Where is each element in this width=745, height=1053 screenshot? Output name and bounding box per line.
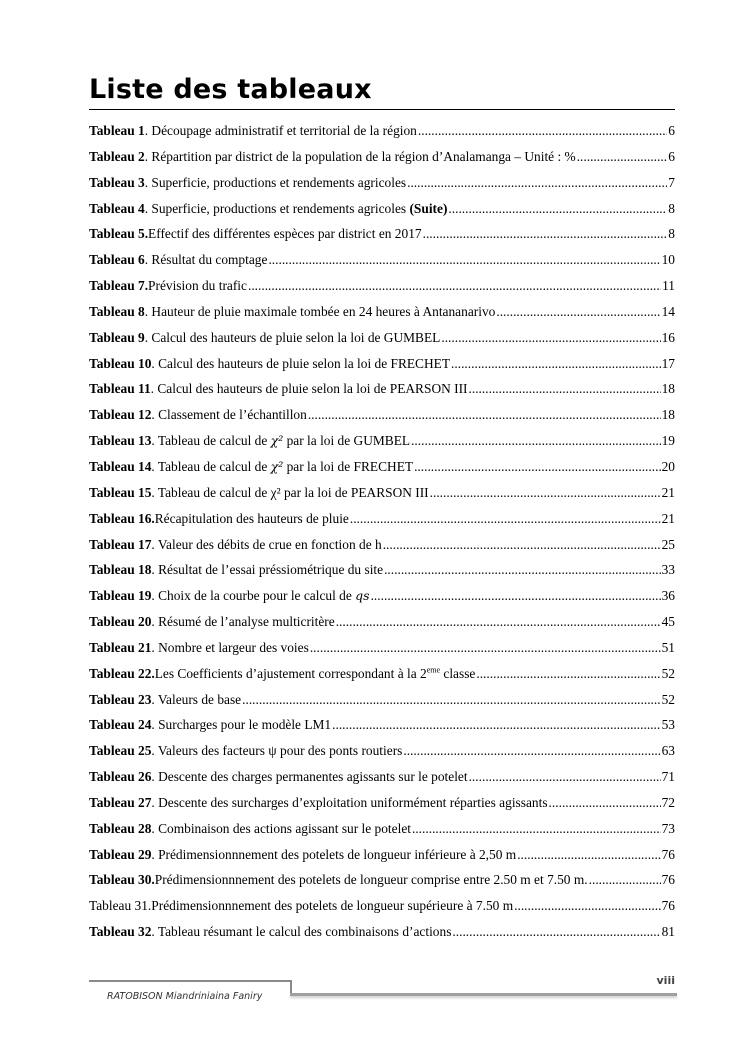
toc-entry-label: Tableau 2: [89, 148, 145, 164]
toc-entry-page: 52: [661, 665, 675, 681]
dot-leader: [268, 252, 660, 268]
toc-entry-label: Tableau 32: [89, 924, 152, 940]
dot-leader: [517, 847, 660, 863]
math-symbol: χ²: [270, 458, 284, 474]
toc-entry-text: . Résultat du comptage: [144, 252, 268, 268]
toc-entry-page: 21: [661, 484, 675, 500]
footer-author: RATOBISON Miandriniaina Faniry: [107, 991, 263, 1002]
toc-entry-text: . Tableau résumant le calcul des combinaisons d’actions: [151, 924, 452, 940]
toc-entry-label: Tableau 20: [89, 614, 152, 630]
toc-entry-text: . Tableau de calcul de χ² par la loi de GUMBEL: [151, 433, 411, 449]
toc-entry-text: Prédimensionnnement des potelets de longueur supérieure à 7.50 m: [151, 898, 514, 914]
toc-entry-page: 17: [661, 355, 675, 371]
toc-entry-page: 33: [661, 562, 675, 578]
toc-entry-text: . Répartition par district de la population de la région d’Analamanga – Unité : %: [144, 148, 576, 164]
toc-entry-page: 6: [668, 123, 675, 138]
toc-entry-text: . Calcul des hauteurs de pluie selon la loi de GUMBEL: [144, 329, 441, 345]
dot-leader: [248, 278, 661, 294]
toc-entry-text: . Combinaison des actions agissant sur le potelet: [151, 820, 411, 836]
toc-entry-label: Tableau 21: [89, 639, 152, 655]
toc-entry-text: . Calcul des hauteurs de pluie selon la loi de FRECHET: [151, 355, 451, 371]
toc-entry-label: Tableau 27: [89, 794, 152, 810]
toc-entry-text: . Tableau de calcul de χ² par la loi de FRECHET: [151, 458, 414, 474]
dot-leader: [384, 562, 661, 578]
dot-leader: [589, 872, 661, 888]
toc-entry[interactable]: [89, 640, 675, 666]
title-underline: [89, 109, 675, 110]
toc-entry-page: 76: [661, 872, 675, 888]
toc-entry-text: . Découpage administratif et territorial de la région: [144, 123, 417, 138]
dot-leader: [514, 898, 660, 914]
toc-entry[interactable]: [89, 769, 675, 795]
toc-entry-text: . Superficie, productions et rendements agricoles (Suite): [144, 200, 448, 216]
toc-entry-label: Tableau 17: [89, 536, 152, 552]
toc-entry-page: 6: [668, 148, 675, 164]
toc-entry[interactable]: [89, 485, 675, 511]
toc-entry[interactable]: [89, 226, 675, 252]
footer-rule-right: [290, 993, 677, 996]
dot-leader: [549, 795, 661, 811]
page-title: Liste des tableaux: [89, 74, 372, 105]
toc-entry[interactable]: [89, 614, 675, 640]
toc-entry-page: 18: [661, 407, 675, 423]
dot-leader: [371, 588, 661, 604]
toc-entry-label: Tableau 24: [89, 717, 152, 733]
toc-entry-text: Les Coefficients d’ajustement correspondant à la 2eme classe: [154, 665, 476, 681]
dot-leader: [448, 201, 667, 217]
toc-entry-label: Tableau 13: [89, 433, 152, 449]
dot-leader: [411, 433, 661, 449]
toc-entry[interactable]: [89, 743, 675, 769]
toc-entry[interactable]: [89, 821, 675, 847]
toc-entry[interactable]: [89, 537, 675, 563]
toc-entry-label: Tableau 23: [89, 691, 152, 707]
dot-leader: [383, 537, 661, 553]
dot-leader: [423, 226, 668, 242]
toc-entry[interactable]: [89, 407, 675, 433]
toc-entry[interactable]: [89, 692, 675, 718]
toc-entry-label: Tableau 29: [89, 846, 152, 862]
dot-leader: [412, 821, 661, 837]
toc-entry-page: 16: [661, 329, 675, 345]
toc-entry-text: . Surcharges pour le modèle LM1: [151, 717, 332, 733]
toc-entry[interactable]: [89, 175, 675, 201]
toc-entry-page: 52: [661, 691, 675, 707]
toc-entry[interactable]: [89, 381, 675, 407]
toc-entry-text: . Classement de l’échantillon: [151, 407, 307, 423]
toc-entry-text: . Valeurs des facteurs ψ pour des ponts routiers: [151, 743, 403, 759]
dot-leader: [469, 381, 661, 397]
toc-entry-page: 25: [661, 536, 675, 552]
toc-entry-label: Tableau 14: [89, 458, 152, 474]
dot-leader: [452, 924, 660, 940]
toc-entry-page: 76: [661, 898, 675, 914]
toc-entry-label: Tableau 12: [89, 407, 152, 423]
toc-entry-label: Tableau 28: [89, 820, 152, 836]
toc-entry-text: . Calcul des hauteurs de pluie selon la loi de PEARSON III: [150, 381, 468, 397]
toc-entry[interactable]: [89, 278, 675, 304]
toc-entry-text: Prévision du trafic: [148, 278, 247, 294]
dot-leader: [308, 407, 661, 423]
toc-entry-label: Tableau 10: [89, 355, 152, 371]
toc-entry-label: Tableau 9: [89, 329, 145, 345]
dot-leader: [336, 614, 661, 630]
dot-leader: [407, 175, 667, 191]
dot-leader: [469, 769, 661, 785]
toc-entry-label: Tableau 16.: [89, 510, 155, 526]
dot-leader: [310, 640, 661, 656]
toc-entry-label: Tableau 5.: [89, 226, 149, 242]
toc-entry-label: Tableau 15: [89, 484, 152, 500]
toc-entry[interactable]: [89, 795, 675, 821]
toc-entry-text: . Valeurs de base: [151, 691, 242, 707]
toc-entry[interactable]: [89, 898, 675, 924]
toc-entry-page: 8: [668, 226, 675, 242]
toc-entry-text: . Descente des charges permanentes agissants sur le potelet: [151, 769, 468, 785]
dot-leader: [242, 692, 660, 708]
table-list: [89, 123, 675, 950]
dot-leader: [496, 304, 660, 320]
toc-entry-page: 36: [661, 588, 675, 604]
toc-entry[interactable]: [89, 201, 675, 227]
dot-leader: [430, 485, 661, 501]
toc-entry-text: Prédimensionnnement des potelets de longueur comprise entre 2.50 m et 7.50 m.: [154, 872, 588, 888]
toc-entry-page: 21: [661, 510, 675, 526]
dot-leader: [476, 666, 660, 682]
toc-entry-text: . Choix de la courbe pour le calcul de qs: [151, 588, 370, 604]
toc-entry[interactable]: [89, 252, 675, 278]
toc-entry[interactable]: [89, 330, 675, 356]
toc-entry-page: 73: [661, 820, 675, 836]
toc-entry-page: 18: [661, 381, 675, 397]
toc-entry-page: 45: [661, 614, 675, 630]
toc-entry-page: 8: [668, 200, 675, 216]
toc-entry-text: Effectif des différentes espèces par district en 2017: [148, 226, 422, 242]
toc-entry-page: 76: [661, 846, 675, 862]
toc-entry[interactable]: [89, 356, 675, 382]
toc-entry[interactable]: [89, 562, 675, 588]
toc-entry[interactable]: [89, 924, 675, 950]
toc-entry-label: Tableau 22.: [89, 665, 155, 681]
toc-entry-text: . Résultat de l’essai préssiométrique du site: [151, 562, 384, 578]
toc-entry-text: Récapitulation des hauteurs de pluie: [154, 510, 349, 526]
dot-leader: [350, 511, 661, 527]
toc-entry[interactable]: [89, 459, 675, 485]
toc-entry-label: Tableau 25: [89, 743, 152, 759]
toc-entry-text: . Prédimensionnnement des potelets de longueur inférieure à 2,50 m: [151, 846, 517, 862]
dot-leader: [441, 330, 660, 346]
toc-entry[interactable]: [89, 123, 675, 149]
toc-entry-label: Tableau 6: [89, 252, 145, 268]
toc-entry-page: 20: [661, 458, 675, 474]
footer-rule-step: [290, 980, 292, 994]
toc-entry-page: 10: [661, 252, 675, 268]
toc-entry-label: Tableau 1: [89, 123, 145, 138]
toc-entry-page: 81: [661, 924, 675, 940]
toc-entry-page: 51: [661, 639, 675, 655]
toc-entry-text: . Superficie, productions et rendements agricoles: [144, 174, 407, 190]
toc-entry-label: Tableau 30.: [89, 872, 155, 888]
dot-leader: [414, 459, 661, 475]
toc-entry-page: 19: [661, 433, 675, 449]
toc-entry[interactable]: [89, 511, 675, 537]
toc-entry-text: . Résumé de l’analyse multicritère: [151, 614, 335, 630]
toc-entry-label: Tableau 11: [89, 381, 151, 397]
toc-entry-page: 11: [662, 278, 675, 294]
toc-entry-page: 72: [661, 794, 675, 810]
toc-entry-text: . Descente des surcharges d’exploitation uniformément réparties agissants: [151, 794, 548, 810]
toc-entry-text: . Tableau de calcul de χ² par la loi de PEARSON III: [151, 484, 429, 500]
toc-entry-label: Tableau 3: [89, 174, 145, 190]
toc-entry-label: Tableau 18: [89, 562, 152, 578]
toc-entry-label: Tableau 19: [89, 588, 152, 604]
toc-entry[interactable]: [89, 717, 675, 743]
toc-entry-label: Tableau 26: [89, 769, 152, 785]
dot-leader: [418, 123, 667, 139]
toc-entry[interactable]: [89, 588, 675, 614]
toc-entry[interactable]: [89, 433, 675, 459]
toc-entry[interactable]: [89, 847, 675, 873]
toc-entry-page: 71: [661, 769, 675, 785]
dot-leader: [403, 743, 660, 759]
toc-entry-page: 63: [661, 743, 675, 759]
toc-entry-label: Tableau 8: [89, 303, 145, 319]
page-number: viii: [656, 974, 675, 987]
toc-entry-text: . Hauteur de pluie maximale tombée en 24 heures à Antananarivo: [144, 303, 496, 319]
toc-entry[interactable]: [89, 872, 675, 898]
toc-entry-text: . Nombre et largeur des voies: [151, 639, 309, 655]
math-symbol: χ²: [270, 433, 284, 449]
math-symbol: qs: [355, 588, 370, 604]
toc-entry-page: 53: [661, 717, 675, 733]
toc-entry-label: Tableau 7.: [89, 278, 149, 294]
toc-entry-page: 14: [661, 303, 675, 319]
toc-entry[interactable]: [89, 304, 675, 330]
toc-entry[interactable]: [89, 149, 675, 175]
dot-leader: [577, 149, 668, 165]
footer-rule-left: [89, 980, 292, 982]
toc-entry-text: . Valeur des débits de crue en fonction de h: [151, 536, 382, 552]
toc-entry[interactable]: [89, 666, 675, 692]
dot-leader: [332, 717, 660, 733]
toc-entry-label: Tableau 4: [89, 200, 145, 216]
toc-entry-label: Tableau 31.: [89, 898, 152, 914]
dot-leader: [451, 356, 661, 372]
toc-entry-page: 7: [668, 174, 675, 190]
